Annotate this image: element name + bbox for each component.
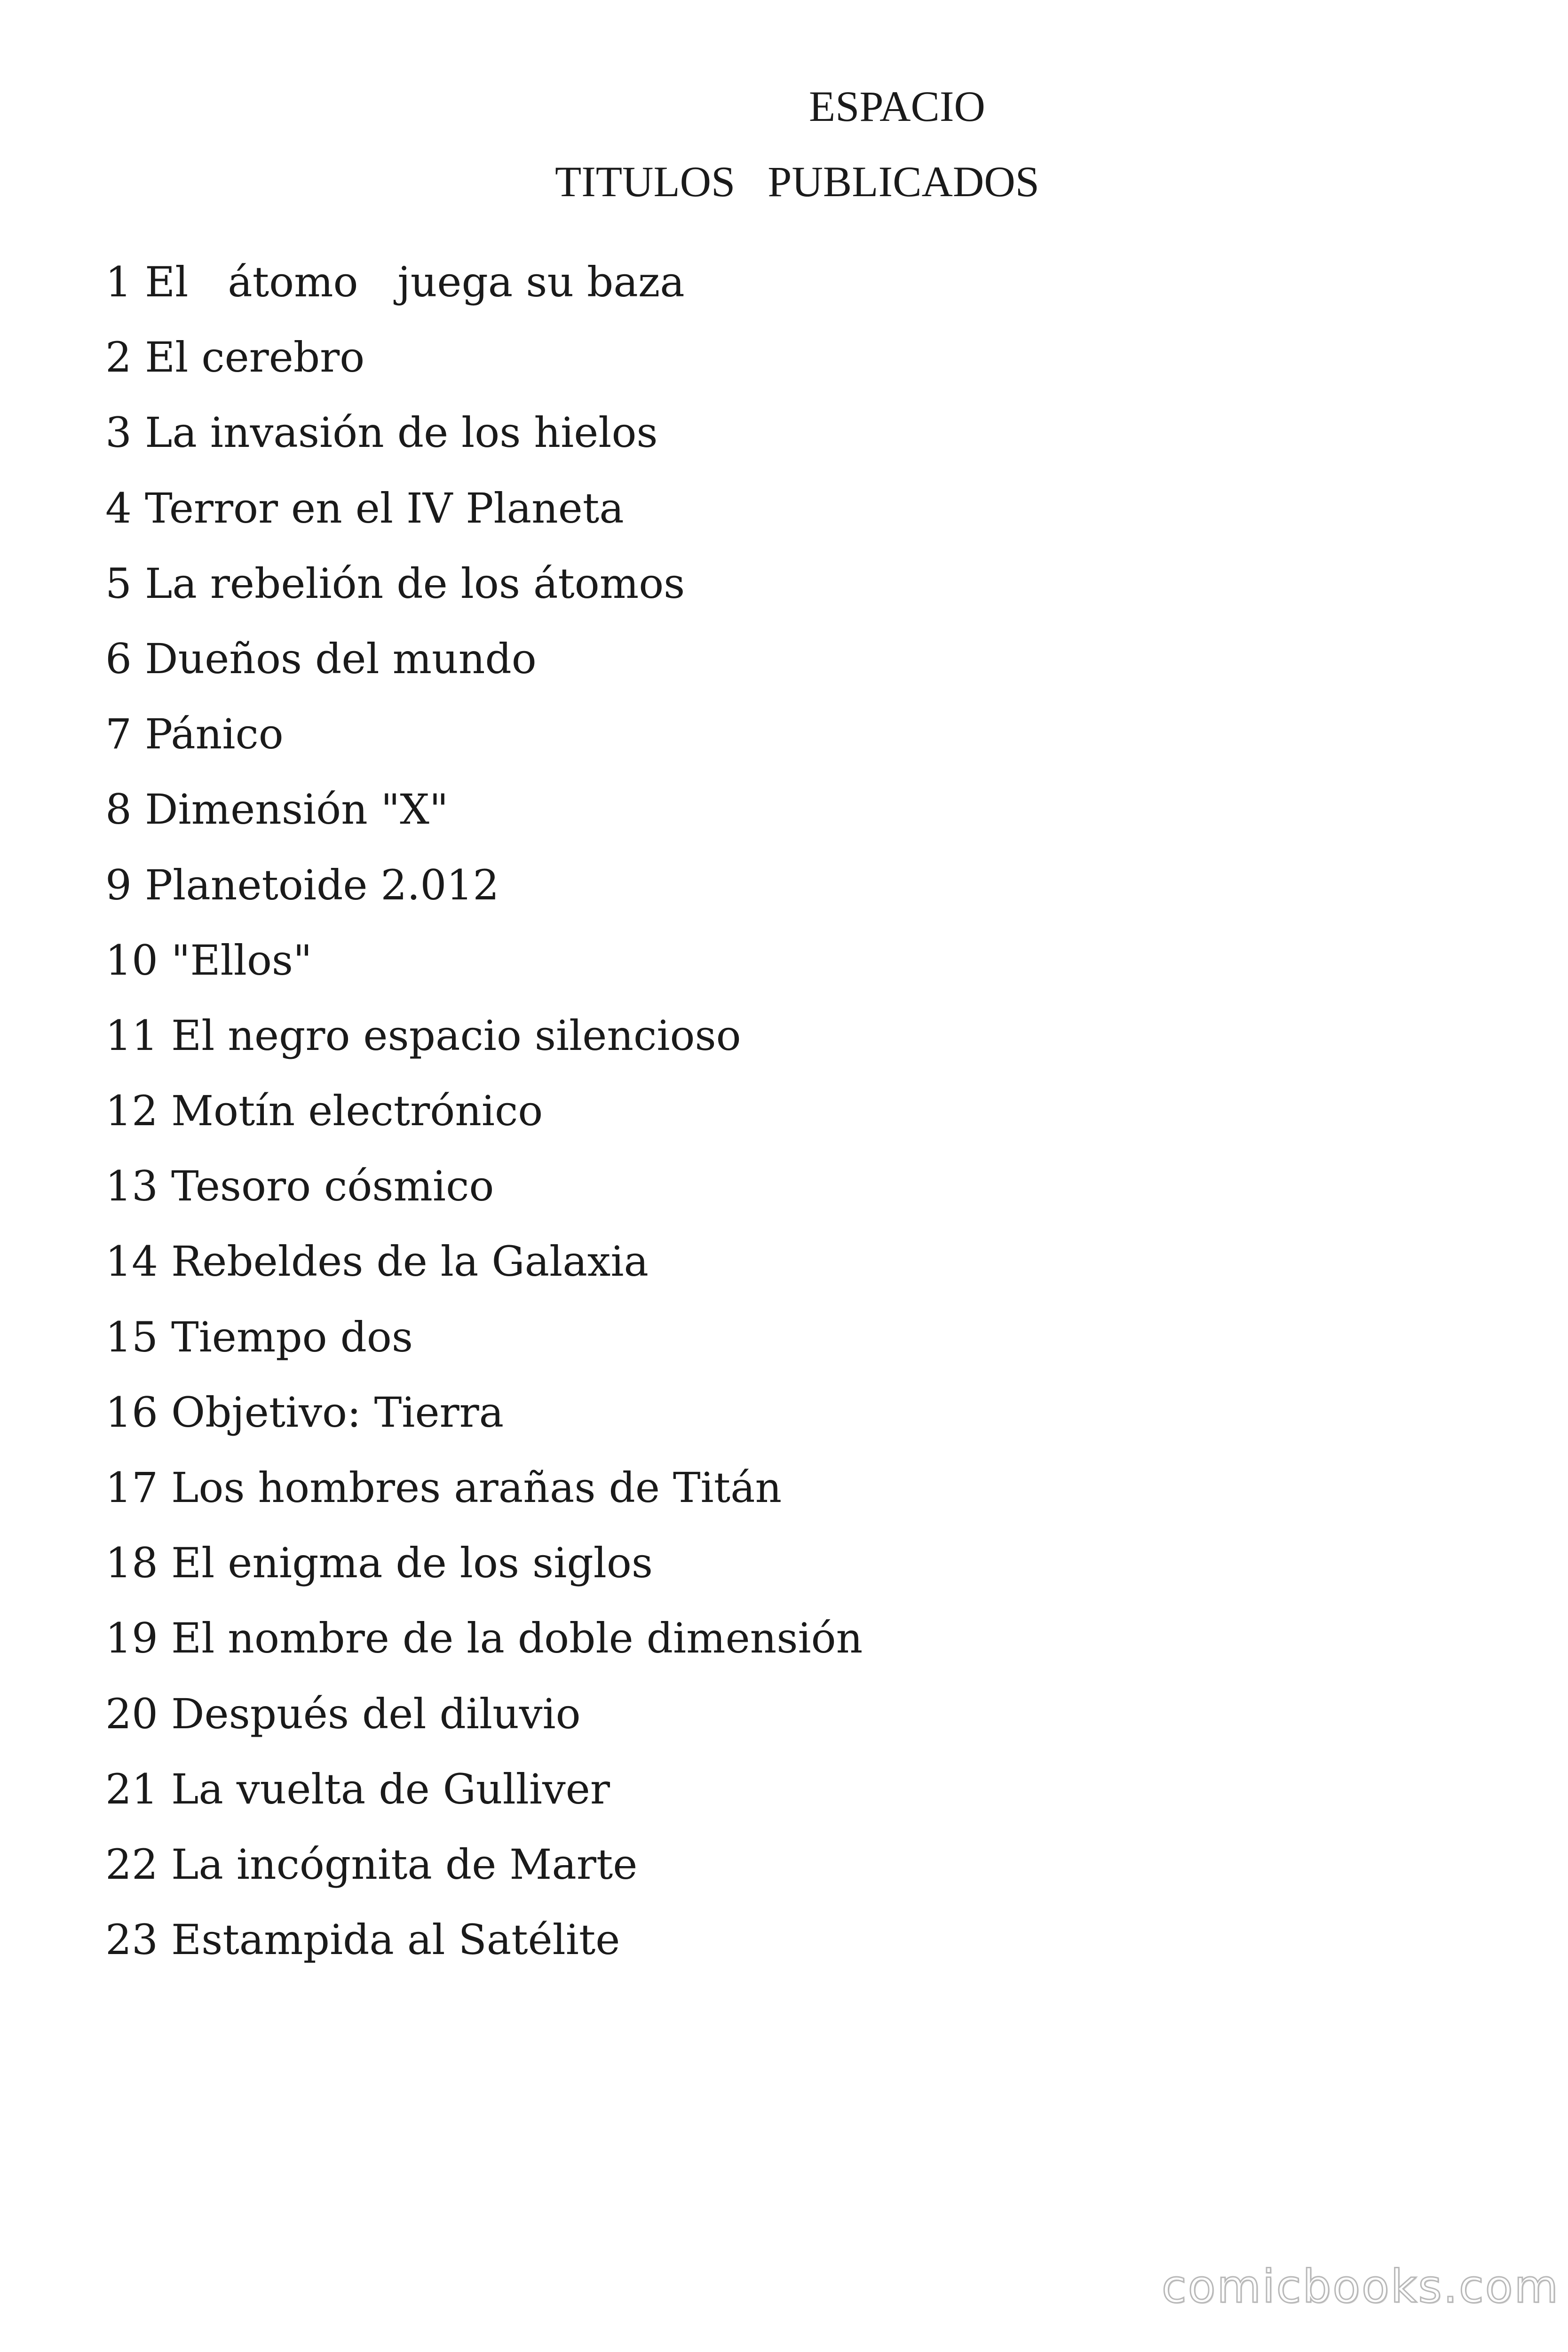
list-item: 3 La invasión de los hielos xyxy=(105,408,658,457)
list-item: 23 Estampida al Satélite xyxy=(105,1915,620,1964)
page-title: TITULOS PUBLICADOS xyxy=(555,158,1039,206)
list-item: 19 El nombre de la doble dimensión xyxy=(105,1614,863,1663)
list-item: 5 La rebelión de los átomos xyxy=(105,559,685,608)
list-item: 8 Dimensión "X" xyxy=(105,785,449,834)
list-item: 4 Terror en el IV Planeta xyxy=(105,484,624,532)
list-item: 6 Dueños del mundo xyxy=(105,634,537,683)
list-item: 18 El enigma de los siglos xyxy=(105,1539,653,1588)
list-item: 12 Motín electrónico xyxy=(105,1087,543,1136)
list-item: 10 "Ellos" xyxy=(105,936,312,985)
list-item: 16 Objetivo: Tierra xyxy=(105,1388,504,1437)
list-item: 15 Tiempo dos xyxy=(105,1312,413,1361)
watermark: comicbooks.com xyxy=(1162,2260,1560,2313)
publisher-heading: ESPACIO xyxy=(809,82,985,130)
list-item: 2 El cerebro xyxy=(105,333,365,382)
list-item: 17 Los hombres arañas de Titán xyxy=(105,1463,782,1512)
list-item: 14 Rebeldes de la Galaxia xyxy=(105,1237,649,1286)
list-item: 9 Planetoide 2.012 xyxy=(105,860,499,909)
list-item: 11 El negro espacio silencioso xyxy=(105,1011,741,1060)
titles-list xyxy=(105,245,863,1978)
list-item: 13 Tesoro cósmico xyxy=(105,1162,494,1211)
list-item: 7 Pánico xyxy=(105,710,284,759)
list-item: 20 Después del diluvio xyxy=(105,1689,581,1738)
list-item: 22 La incógnita de Marte xyxy=(105,1840,638,1889)
list-item: 21 La vuelta de Gulliver xyxy=(105,1764,610,1813)
list-item: 1 El átomo juega su baza xyxy=(105,258,685,306)
